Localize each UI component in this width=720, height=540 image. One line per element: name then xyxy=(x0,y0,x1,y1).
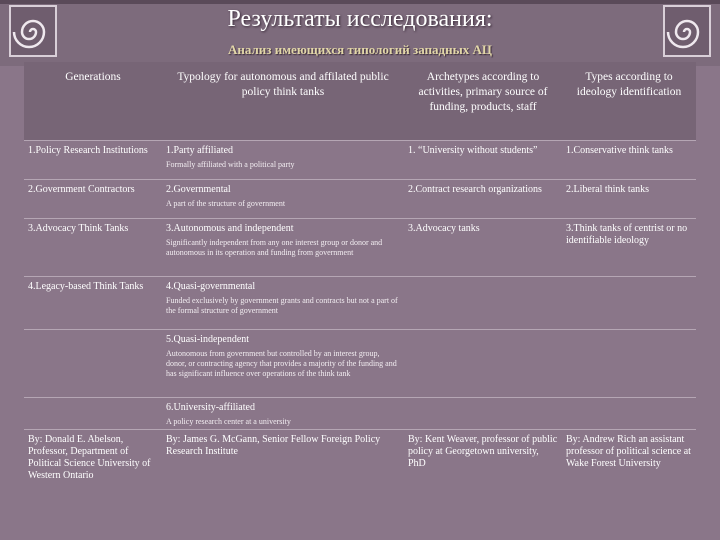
author-cell: By: James G. McGann, Senior Fellow Foreign Policy Research Institute xyxy=(162,429,404,509)
ideology-cell: 3.Think tanks of centrist or no identifiable ideology xyxy=(562,218,696,276)
page-title: Результаты исследования: xyxy=(227,6,493,32)
generation-cell: 2.Government Contractors xyxy=(24,179,162,218)
page-subtitle: Анализ имеющихся типологий западных АЦ xyxy=(227,42,493,57)
table-header-row xyxy=(24,62,696,140)
column-header: Archetypes according to activities, primary source of funding, products, staff xyxy=(404,62,562,140)
typology-label: 3.Autonomous and independent xyxy=(166,222,294,234)
generation-cell: 4.Legacy-based Think Tanks xyxy=(24,276,162,329)
typology-cell xyxy=(162,218,404,276)
generation-cell: 3.Advocacy Think Tanks xyxy=(24,218,162,276)
generation-cell xyxy=(24,397,162,429)
typology-cell xyxy=(162,140,404,179)
top-ornament xyxy=(0,0,720,4)
typology-label: 1.Party affiliated xyxy=(166,144,234,156)
column-header: Generations xyxy=(24,62,162,140)
archetype-cell: 1. “University without students” xyxy=(404,140,562,179)
generation-cell xyxy=(24,329,162,397)
archetype-cell xyxy=(404,276,562,329)
author-cell: By: Donald E. Abelson, Professor, Department of Political Science University of Western Ontario xyxy=(24,429,162,509)
ideology-cell: 2.Liberal think tanks xyxy=(562,179,696,218)
archetype-cell xyxy=(404,329,562,397)
ideology-cell xyxy=(562,329,696,397)
archetype-cell: 3.Advocacy tanks xyxy=(404,218,562,276)
archetype-cell: 2.Contract research organizations xyxy=(404,179,562,218)
table-row xyxy=(24,276,696,329)
ideology-cell xyxy=(562,276,696,329)
ideology-cell: 1.Conservative think tanks xyxy=(562,140,696,179)
typology-description: A policy research center at a university xyxy=(166,416,291,426)
typology-cell xyxy=(162,397,404,429)
table-row xyxy=(24,329,696,397)
table-row xyxy=(24,140,696,179)
column-header: Types according to ideology identification xyxy=(562,62,696,140)
typology-cell xyxy=(162,276,404,329)
typology-cell xyxy=(162,179,404,218)
typology-description: Formally affiliated with a political party xyxy=(166,159,295,169)
typology-table xyxy=(24,62,696,509)
typology-label: 6.University-affiliated xyxy=(166,401,255,413)
author-cell: By: Andrew Rich an assistant professor of political science at Wake Forest University xyxy=(562,429,696,509)
typology-label: 5.Quasi-independent xyxy=(166,333,250,345)
typology-description: Significantly independent from any one interest group or donor and autonomous in its operation and funding from government xyxy=(166,237,383,257)
typology-description: A part of the structure of government xyxy=(166,198,286,208)
authors-row xyxy=(24,429,696,509)
typology-description: Autonomous from government but controlled by an interest group, donor, or contracting agency that provides a majority of the funding and has significant influence over operations of the think tank xyxy=(166,348,397,378)
typology-label: 2.Governmental xyxy=(166,183,231,195)
typology-description: Funded exclusively by government grants and contracts but not a part of the formal structure of government xyxy=(166,295,398,315)
column-header: Typology for autonomous and affilated public policy think tanks xyxy=(162,62,404,140)
author-cell: By: Kent Weaver, professor of public policy at Georgetown university, PhD xyxy=(404,429,562,509)
generation-cell: 1.Policy Research Institutions xyxy=(24,140,162,179)
typology-label: 4.Quasi-governmental xyxy=(166,280,256,292)
archetype-cell xyxy=(404,397,562,429)
ideology-cell xyxy=(562,397,696,429)
table-row xyxy=(24,397,696,429)
table-row xyxy=(24,218,696,276)
table-row xyxy=(24,179,696,218)
typology-cell xyxy=(162,329,404,397)
